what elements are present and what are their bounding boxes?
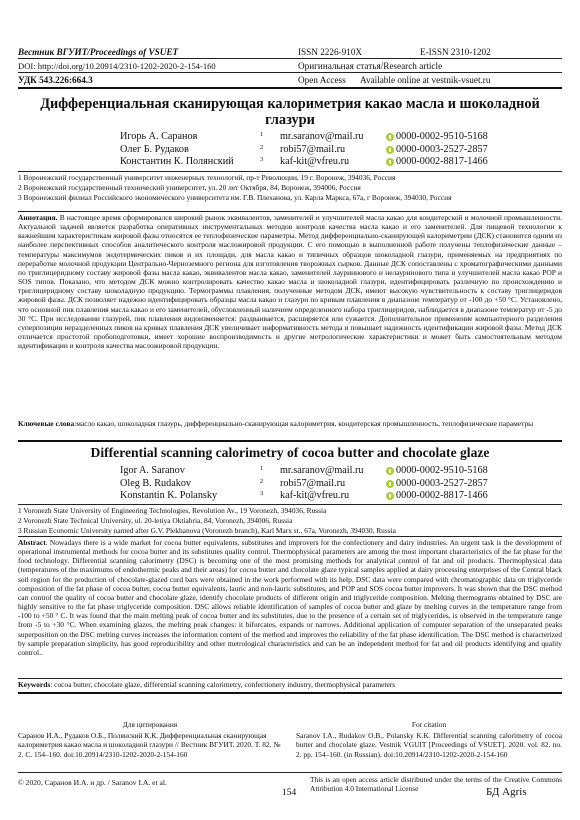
keywords-text: :масло какао, шоколадная глазурь, дифференциально-сканирующая калориметрия, кондитерская промышленность, теплофизические параметры xyxy=(74,419,534,428)
section-rule xyxy=(18,211,562,212)
citation-text: Саранов И.А., Рудаков О.Б., Полянский К.К. Дифференциальная сканирующая калориметрия какао масла и шоколадной глазури // Вестник ВГУИТ. 2020. Т. 82. № 2. С. 154–160. doi:10.20914/2310-1202-2020-2-154-160 xyxy=(18,731,281,759)
author-name: Oleg B. Rudakov xyxy=(120,477,192,489)
author-name: Igor A. Saranov xyxy=(120,465,185,476)
journal-name: Вестник ВГУИТ/Proceedings of VSUET xyxy=(18,47,179,57)
section-rule-thick xyxy=(18,440,562,442)
en-citation xyxy=(296,720,562,759)
author-row xyxy=(120,478,560,491)
open-access-label: Open Access xyxy=(298,75,346,85)
keywords-label: Keywords xyxy=(18,680,51,689)
affiliation-item: 2 Воронежский государственный технический университет, ул. 20 лет Октября, 84, Воронеж, 394006, Россия xyxy=(18,183,361,192)
section-rule xyxy=(18,504,562,505)
affiliation-item: 2 Voronezh State Technical University, ul. 20-letiya Oktiabria, 84, Voronezh, 394006, Russia xyxy=(18,516,293,525)
ru-keywords xyxy=(18,419,562,428)
abstract-label: Аннотация. xyxy=(18,213,58,222)
header-rule xyxy=(18,72,562,73)
orcid-icon xyxy=(386,467,394,475)
ru-article-title: Дифференциальная сканирующая калориметрия какао масла и шоколадной глазури xyxy=(40,96,540,128)
section-rule xyxy=(18,536,562,537)
ru-citation xyxy=(18,720,282,759)
author-affiliation-mark: 2 xyxy=(260,477,264,485)
doi-link[interactable]: DOI: http://doi.org/10.20914/2310-1202-2020-2-154-160 xyxy=(18,61,216,71)
orcid-id: 0000-0003-2527-2857 xyxy=(396,477,488,489)
author-email[interactable]: robi57@mail.ru xyxy=(280,143,346,155)
orcid-id: 0000-0002-8817-1466 xyxy=(396,156,488,167)
ru-abstract xyxy=(18,213,562,350)
en-keywords xyxy=(18,680,562,689)
author-affiliation-mark: 1 xyxy=(260,465,264,472)
orcid-link[interactable] xyxy=(386,478,488,491)
author-email[interactable]: robi57@mail.ru xyxy=(280,477,346,489)
orcid-icon xyxy=(386,158,394,166)
orcid-link[interactable] xyxy=(386,490,488,503)
orcid-id: 0000-0003-2527-2857 xyxy=(396,143,488,155)
affiliation-item: 3 Russian Economic University named after G.V. Plekhanova (Voronezh branch), Karl Marx st., 67a, Voronezh, 394030, Russia xyxy=(18,526,396,535)
article-type: Оригинальная статья/Research article xyxy=(298,61,443,71)
author-email[interactable]: mr.saranov@mail.ru xyxy=(280,465,364,476)
publisher-mark: БД Agris xyxy=(486,786,527,798)
issn-online: E-ISSN 2310-1202 xyxy=(420,47,491,57)
en-abstract xyxy=(18,538,562,657)
citation-heading: For citation xyxy=(411,720,447,729)
section-rule xyxy=(18,171,562,172)
author-name: Konstantin K. Polansky xyxy=(120,490,218,501)
orcid-id: 0000-0002-9510-5168 xyxy=(396,131,488,142)
available-online-link[interactable]: Available online at vestnik-vsuet.ru xyxy=(360,75,491,85)
affiliation-item: 1 Воронежский государственный университет инженерных технологий, пр-т Революции, 19 г. Воронеж, 394036, Россия xyxy=(18,173,396,182)
orcid-icon xyxy=(386,146,394,154)
author-row xyxy=(120,465,560,478)
keywords-text: : cocoa butter, chocolate glaze, differential scanning calorimetry, confectionery industry, thermophysical parameters xyxy=(50,680,396,689)
orcid-link[interactable] xyxy=(386,465,488,478)
author-email[interactable]: kaf-kit@vfreu.ru xyxy=(280,156,350,167)
orcid-link[interactable] xyxy=(386,144,488,157)
author-affiliation-mark: 2 xyxy=(260,143,264,151)
abstract-text: . Nowadays there is a wide market for cocoa butter equivalents, substitutes and improvers for the confectionery and dairy industries. An urgent task is the development of operational instrumental methods for cocoa butter and its substitutes quality control. Thermophysical parameters are among the most important characteristics of the fat phase for the food technology. Differential scanning calorimetry (DSC) is becoming one of the most promising methods for analytical control of fat and oil products. Thermophysical data (temperatures of the maximums of endothermic peaks and their areas) for cocoa butter and chocolate glaze typical samples applied at dairy processing enterprises of the Central black soil region for the production of chocolate-glazed curd bars were obtained in the work performed with its help. DSC data were compared with chromatographic data on triglyceride composition of the fat phase of cocoa butter, cocoa butter equivalents, lauric and non-lauric substitutes, and POP and SOS cocoa butter improvers. It was shown that the DSC method can control the quality of cocoa butter and chocolate glaze, identify chocolate products of different origin and triglyceride composition. Melting thermograms obtained by DSC are highly sensitive to the fat phase triglyceride composition. DSC allows reliable identification of samples of cocoa butter and glaze by melting curves in the temperature range from -100 to +50 ° C. It was found that the main melting peak of cocoa butter and its substitutes, due to the presence of a certain set of triglycerides, is observed in the temperature range from -5 to +30 °C. When examining glazes, the melting peak changes: it bifurcates, expands or narrows. Additional application of computer separation of the unseparated peaks superposition on the DSC melting curves increases the information content of the method and improves the reliability of the fat phase identification. The DSC method is characterized by sample preparation simplicity, has good reproducibility and other metrological characteristics and can be an independent method for fat and oil products identifying and quality control.. xyxy=(18,538,562,657)
affiliation-item: 3 Воронежский филиал Российского экономического университета им. Г.В. Плеханова, ул. Карла Маркса, 67а, г Воронеж, 394030, Россия xyxy=(18,193,452,202)
page-number: 154 xyxy=(282,788,297,798)
author-name: Игорь А. Саранов xyxy=(120,131,198,142)
abstract-label: Abstract xyxy=(18,538,46,547)
author-name: Олег Б. Рудаков xyxy=(120,143,189,155)
author-row xyxy=(120,131,560,144)
section-rule xyxy=(18,678,562,679)
author-affiliation-mark: 3 xyxy=(260,156,264,163)
ru-authors-block xyxy=(120,131,560,169)
orcid-id: 0000-0002-9510-5168 xyxy=(396,465,488,476)
orcid-link[interactable] xyxy=(386,156,488,169)
orcid-id: 0000-0002-8817-1466 xyxy=(396,490,488,501)
author-affiliation-mark: 3 xyxy=(260,490,264,497)
section-rule-thick xyxy=(18,692,562,694)
ru-affiliations xyxy=(18,173,558,202)
keywords-label: Ключевые слова xyxy=(18,419,75,428)
orcid-link[interactable] xyxy=(386,131,488,144)
en-authors-block xyxy=(120,465,560,503)
header-rule xyxy=(18,58,562,59)
author-row xyxy=(120,144,560,157)
license-text: This is an open access article distributed under the terms of the Creative Commons Attribution 4.0 International License xyxy=(310,775,562,793)
author-row xyxy=(120,490,560,503)
udk-code: УДК 543.226:664.3 xyxy=(18,75,93,85)
orcid-icon xyxy=(386,480,394,488)
author-email[interactable]: mr.saranov@mail.ru xyxy=(280,131,364,142)
footer-rule xyxy=(18,772,562,773)
author-affiliation-mark: 1 xyxy=(260,131,264,138)
issn-print: ISSN 2226-910X xyxy=(298,47,363,57)
en-article-title: Differential scanning calorimetry of cocoa butter and chocolate glaze xyxy=(90,445,490,460)
citation-heading: Для цитирования xyxy=(122,720,178,729)
en-affiliations xyxy=(18,506,558,535)
author-email[interactable]: kaf-kit@vfreu.ru xyxy=(280,490,350,501)
author-row xyxy=(120,156,560,169)
copyright: © 2020, Саранов И.А. и др. / Saranov I.A. et al. xyxy=(18,778,167,787)
author-name: Константин К. Полянский xyxy=(120,156,234,167)
orcid-icon xyxy=(386,492,394,500)
affiliation-item: 1 Voronezh State University of Engineering Technologies, Revolution Av., 19 Voronezh, 394036, Russia xyxy=(18,506,327,515)
citation-text: Saranov I.A., Rudakov O.B., Polansky K.K. Differential scanning calorimetry of cocoa butter and chocolate glaze. Vestnik VGUIT [Proceedings of VSUET]. 2020. vol. 82. no. 2. pp. 154–160. (in Russian). doi:10.20914/2310-1202-2020-2-154-160 xyxy=(296,731,562,759)
orcid-icon xyxy=(386,133,394,141)
abstract-text: В настоящее время сформировался широкий рынок эквивалентов, заменителей и улучшителей масла какао для кондитерской и молочной промышленности. Актуальной задачей является разработка оперативных инструментальных методов контроля качества масла какао и его заменителей. Для пищевой технологии к важнейшим характеристикам жировой фазы относятся ее теплофизические параметры. Метод дифференциально-сканирующей калориметрии (ДСК) становится одним из наиболее перспективных способов аналитического контроля масложировой продукции. С его помощью в выполненной работе получены теплофизические данные – температуры максимумов эндотермических пиков и их площади, для масла какао и типичных образцов шоколадной глазури, применяемых на предприятиях по переработке молочной продукции Центрально-Черноземного региона для изготовления творожных сырков. Данные ДСК сопоставлены с хроматографическими данными по триглицеридному составу жировой фазы масла какао, эквивалентов масла какао, заменителей лауриннового и нелауринового типа и улучшителей масла какао POP и SOS типов. Показано, что методом ДСК можно контролировать качество какао масла и шоколадной глазури, идентифицировать различную по происхождению и триглицеридному составу шоколадную продукцию. Термограммы плавления, полученные методом ДСК, имеют высокую чувствительность к составу триглицеридов жировой фазы. ДСК позволяет надежно идентифицировать образцы масла какао и глазури по кривым плавления в диапазоне температур от -100 до +50 °С. Установлено, что основной пик плавления масла какао и его заменителей, обусловленный наличием определенного набора триглицеридов, наблюдается в диапазоне температур от -5 до 30 °С. При исследовании глазурей, пик плавления видоизменяется: раздваивается, расширяется или сужается. Дополнительное применение компьютерного разделения суперпозиции неразделенных пиков на кривых плавления ДСК увеличивает информативность метода и повышает надежность идентификации жировой фазы. Метод ДСК отличается простотой пробоподготовки, имеет хорошие воспроизводимость и другие метрологические характеристики и может быть самостоятельным методом идентификации и контроля качества масложировой продукции. xyxy=(18,213,563,351)
header-rule-thick xyxy=(18,87,562,89)
